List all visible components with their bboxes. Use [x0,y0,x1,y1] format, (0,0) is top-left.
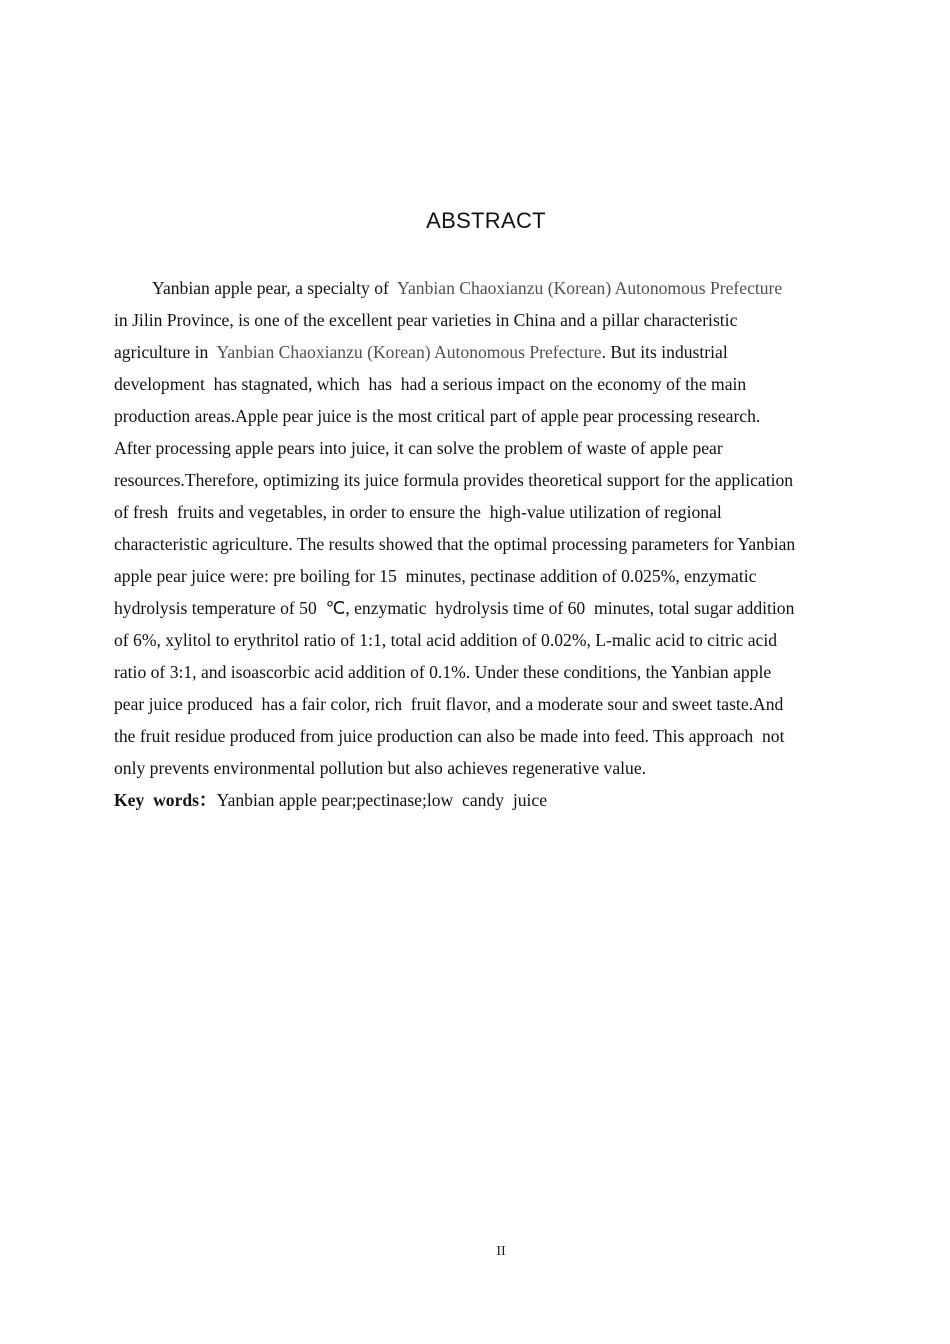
abstract-line [114,496,864,528]
abstract-text-segment: agriculture in [114,342,217,362]
abstract-line [114,720,864,752]
abstract-paragraph [114,272,864,784]
abstract-text-segment: Yanbian Chaoxianzu (Korean) Autonomous Prefecture [397,278,783,298]
keywords-label: Key words： [114,790,217,810]
abstract-text-segment: . But its industrial [601,342,728,362]
abstract-text-segment: Yanbian apple pear, a specialty of [152,278,398,298]
abstract-text-segment: production areas.Apple pear juice is the most critical part of apple pear processing research. [114,406,761,426]
abstract-text-segment: pear juice produced has a fair color, rich fruit flavor, and a moderate sour and sweet taste.And [114,694,784,714]
abstract-line [114,272,864,304]
abstract-text-segment: of fresh fruits and vegetables, in order to ensure the high-value utilization of regional [114,502,722,522]
abstract-line [114,560,864,592]
abstract-text-segment: After processing apple pears into juice, it can solve the problem of waste of apple pear [114,438,723,458]
keywords-value: Yanbian apple pear;pectinase;low candy juice [216,790,548,810]
abstract-text-segment: in Jilin Province, is one of the excellent pear varieties in China and a pillar characteristic [114,310,738,330]
abstract-line [114,304,864,336]
keywords-line [114,784,864,816]
abstract-line [114,368,864,400]
abstract-line [114,336,864,368]
abstract-line [114,752,864,784]
abstract-line [114,624,864,656]
abstract-line [114,464,864,496]
abstract-line [114,656,864,688]
abstract-text-segment: the fruit residue produced from juice production can also be made into feed. This approach not [114,726,785,746]
page-number: II [496,1244,506,1259]
abstract-text-segment: Yanbian Chaoxianzu (Korean) Autonomous Prefecture [216,342,602,362]
abstract-text-segment: of 6%, xylitol to erythritol ratio of 1:1, total acid addition of 0.02%, L-malic acid to citric acid [114,630,778,650]
abstract-text-segment: apple pear juice were: pre boiling for 15 minutes, pectinase addition of 0.025%, enzymatic [114,566,757,586]
abstract-line [114,528,864,560]
page-title: ABSTRACT [426,208,546,233]
abstract-text-segment: only prevents environmental pollution but also achieves regenerative value. [114,758,647,778]
abstract-text-segment: hydrolysis temperature of 50 ℃, enzymatic hydrolysis time of 60 minutes, total sugar addition [114,598,795,618]
abstract-line [114,432,864,464]
abstract-text-segment: characteristic agriculture. The results showed that the optimal processing parameters for Yanbian [114,534,796,554]
abstract-text-segment: development has stagnated, which has had a serious impact on the economy of the main [114,374,747,394]
abstract-line [114,688,864,720]
abstract-body [114,272,864,816]
abstract-line [114,592,864,624]
abstract-text-segment: ratio of 3:1, and isoascorbic acid addition of 0.1%. Under these conditions, the Yanbian apple [114,662,772,682]
abstract-text-segment: resources.Therefore, optimizing its juice formula provides theoretical support for the application [114,470,794,490]
abstract-line [114,400,864,432]
